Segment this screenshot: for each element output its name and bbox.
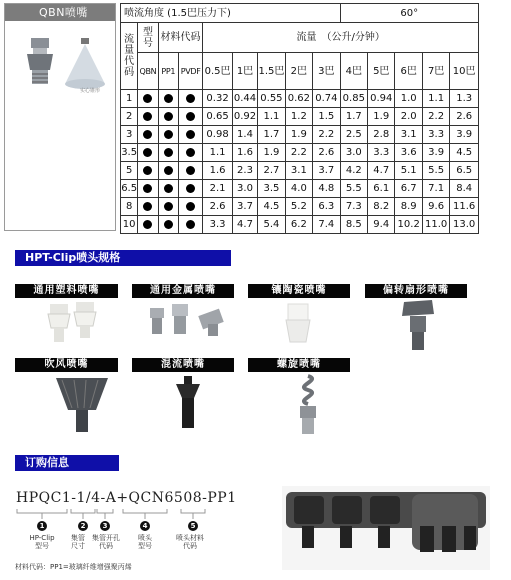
product-caption: 实心锥形 xyxy=(80,88,101,94)
flow-value-cell: 1.0 xyxy=(395,90,422,108)
pressure-header: 3巴 xyxy=(313,53,341,90)
metal-nozzles-image xyxy=(148,302,228,346)
flow-value-cell: 5.4 xyxy=(258,216,285,234)
flow-value-cell: 4.7 xyxy=(368,162,395,180)
flow-value-cell: 7.3 xyxy=(340,198,367,216)
flow-value-cell: 1.2 xyxy=(285,108,312,126)
part-label-3: 集管开孔 代码 xyxy=(92,534,120,550)
availability-dot-cell xyxy=(138,180,158,198)
availability-dot-icon xyxy=(164,166,173,175)
flow-code-cell: 3 xyxy=(121,126,138,144)
availability-dot-icon xyxy=(186,130,195,139)
availability-dot-icon xyxy=(143,166,152,175)
flow-value-cell: 2.3 xyxy=(232,162,257,180)
spec-row xyxy=(121,108,479,126)
spec-row xyxy=(121,90,479,108)
flow-code-cell: 8 xyxy=(121,198,138,216)
availability-dot-icon xyxy=(186,220,195,229)
availability-dot-icon xyxy=(164,94,173,103)
flow-value-cell: 1.6 xyxy=(232,144,257,162)
ceramic-nozzle-image xyxy=(278,302,318,352)
availability-dot-icon xyxy=(143,94,152,103)
availability-dot-icon xyxy=(186,202,195,211)
flow-value-cell: 3.1 xyxy=(395,126,422,144)
availability-dot-cell xyxy=(138,144,158,162)
availability-dot-cell xyxy=(138,162,158,180)
flow-value-cell: 10.2 xyxy=(395,216,422,234)
flow-value-cell: 3.9 xyxy=(450,126,479,144)
flow-value-cell: 8.9 xyxy=(395,198,422,216)
flow-value-cell: 8.4 xyxy=(450,180,479,198)
flow-value-cell: 1.9 xyxy=(258,144,285,162)
pressure-header: 6巴 xyxy=(395,53,422,90)
flow-value-cell: 9.6 xyxy=(422,198,449,216)
material-note: 材料代码：PP1=玻璃纤维增强聚丙烯 xyxy=(15,563,132,571)
availability-dot-cell xyxy=(158,216,178,234)
flow-value-cell: 3.3 xyxy=(422,126,449,144)
flow-value-cell: 6.2 xyxy=(285,216,312,234)
flow-value-cell: 2.2 xyxy=(313,126,341,144)
availability-dot-icon xyxy=(164,202,173,211)
flow-value-cell: 7.4 xyxy=(313,216,341,234)
flow-value-cell: 5.5 xyxy=(340,180,367,198)
flow-value-cell: 3.7 xyxy=(232,198,257,216)
flow-value-cell: 2.2 xyxy=(422,108,449,126)
flow-value-cell: 2.0 xyxy=(395,108,422,126)
spec-row xyxy=(121,162,479,180)
availability-dot-icon xyxy=(164,184,173,193)
pressure-header: 1巴 xyxy=(232,53,257,90)
flow-value-cell: 0.92 xyxy=(232,108,257,126)
deflected-fan-nozzle-image xyxy=(398,298,438,354)
flow-code-cell: 1 xyxy=(121,90,138,108)
category-plastic-nozzle: 通用塑料喷嘴 xyxy=(15,284,118,298)
flow-value-cell: 1.7 xyxy=(340,108,367,126)
flow-value-cell: 6.1 xyxy=(368,180,395,198)
flow-value-cell: 0.74 xyxy=(313,90,341,108)
pressure-header: 2巴 xyxy=(285,53,312,90)
availability-dot-icon xyxy=(143,202,152,211)
flow-value-cell: 3.1 xyxy=(285,162,312,180)
flow-value-cell: 0.44 xyxy=(232,90,257,108)
angle-value: 60° xyxy=(340,4,478,23)
flow-value-cell: 13.0 xyxy=(450,216,479,234)
flow-value-cell: 2.7 xyxy=(258,162,285,180)
availability-dot-cell xyxy=(138,198,158,216)
flow-value-cell: 4.8 xyxy=(313,180,341,198)
flow-value-cell: 8.2 xyxy=(368,198,395,216)
flow-value-cell: 3.6 xyxy=(395,144,422,162)
flow-code-cell: 3.5 xyxy=(121,144,138,162)
availability-dot-cell xyxy=(138,108,158,126)
flow-value-cell: 2.6 xyxy=(313,144,341,162)
part-number-2: 2 xyxy=(78,521,88,531)
flow-value-cell: 2.2 xyxy=(285,144,312,162)
flow-value-cell: 1.5 xyxy=(313,108,341,126)
availability-dot-icon xyxy=(186,94,195,103)
availability-dot-icon xyxy=(143,148,152,157)
pressure-header: 10巴 xyxy=(450,53,479,90)
flow-value-cell: 8.5 xyxy=(340,216,367,234)
category-ceramic-nozzle: 镶陶瓷喷嘴 xyxy=(248,284,350,298)
flow-value-cell: 0.85 xyxy=(340,90,367,108)
sub-type-pvdf: PVDF xyxy=(178,53,202,90)
flow-value-cell: 3.9 xyxy=(422,144,449,162)
flow-value-cell: 5.1 xyxy=(395,162,422,180)
nozzle-image xyxy=(27,38,53,84)
col-material-header: 材料代码 xyxy=(158,23,203,53)
flow-value-cell: 1.7 xyxy=(258,126,285,144)
flow-value-cell: 7.1 xyxy=(422,180,449,198)
flow-value-cell: 3.7 xyxy=(313,162,341,180)
availability-dot-cell xyxy=(138,126,158,144)
flow-value-cell: 3.3 xyxy=(203,216,232,234)
availability-dot-cell xyxy=(178,144,202,162)
clip-assembly-image xyxy=(282,486,490,570)
flow-value-cell: 0.62 xyxy=(285,90,312,108)
col-flow-header: 流量 （公升/分钟） xyxy=(203,23,479,53)
spiral-nozzle-image xyxy=(288,372,328,438)
spec-row xyxy=(121,144,479,162)
flow-value-cell: 4.2 xyxy=(340,162,367,180)
availability-dot-cell xyxy=(158,108,178,126)
flow-value-cell: 1.1 xyxy=(258,108,285,126)
availability-dot-cell xyxy=(158,198,178,216)
hpt-section-title: HPT-Clip喷头规格 xyxy=(15,250,231,266)
pressure-header: 7巴 xyxy=(422,53,449,90)
spec-table xyxy=(120,3,479,234)
pressure-header: 4巴 xyxy=(340,53,367,90)
part-label-5: 喷头材料 代码 xyxy=(176,534,204,550)
flow-value-cell: 1.9 xyxy=(285,126,312,144)
availability-dot-icon xyxy=(143,112,152,121)
pressure-header: 0.5巴 xyxy=(203,53,232,90)
pressure-header: 5巴 xyxy=(368,53,395,90)
availability-dot-cell xyxy=(158,144,178,162)
flow-value-cell: 5.5 xyxy=(422,162,449,180)
flow-code-cell: 6.5 xyxy=(121,180,138,198)
flow-value-cell: 2.1 xyxy=(203,180,232,198)
flow-value-cell: 2.6 xyxy=(203,198,232,216)
category-spiral-nozzle: 螺旋喷嘴 xyxy=(248,358,350,372)
category-air-blow-nozzle: 吹风喷嘴 xyxy=(15,358,118,372)
flow-code-cell: 10 xyxy=(121,216,138,234)
availability-dot-icon xyxy=(143,184,152,193)
flow-value-cell: 2.5 xyxy=(340,126,367,144)
sub-type-pp1: PP1 xyxy=(158,53,178,90)
flow-value-cell: 1.4 xyxy=(232,126,257,144)
availability-dot-icon xyxy=(186,112,195,121)
flow-value-cell: 2.6 xyxy=(450,108,479,126)
order-section-title: 订购信息 xyxy=(15,455,119,471)
spec-row xyxy=(121,216,479,234)
angle-label: 喷流角度 (1.5巴压力下) xyxy=(121,4,341,23)
col-code-header: 流量代码 xyxy=(121,23,138,90)
availability-dot-cell xyxy=(158,126,178,144)
part-number-4: 4 xyxy=(140,521,150,531)
product-panel xyxy=(4,3,116,231)
flow-value-cell: 9.4 xyxy=(368,216,395,234)
flow-value-cell: 6.5 xyxy=(450,162,479,180)
category-deflected-fan-nozzle: 偏转扇形喷嘴 xyxy=(365,284,467,298)
mixing-nozzle-image xyxy=(170,374,210,434)
part-label-4: 喷头 型号 xyxy=(138,534,152,550)
availability-dot-icon xyxy=(143,220,152,229)
availability-dot-icon xyxy=(164,130,173,139)
availability-dot-icon xyxy=(143,130,152,139)
product-title: QBN喷嘴 xyxy=(5,4,115,21)
availability-dot-icon xyxy=(186,166,195,175)
availability-dot-cell xyxy=(178,198,202,216)
flow-value-cell: 1.1 xyxy=(422,90,449,108)
pressure-header: 1.5巴 xyxy=(258,53,285,90)
flow-value-cell: 3.5 xyxy=(258,180,285,198)
availability-dot-cell xyxy=(178,126,202,144)
availability-dot-icon xyxy=(164,148,173,157)
plastic-nozzles-image xyxy=(42,302,102,346)
flow-value-cell: 4.5 xyxy=(258,198,285,216)
flow-code-cell: 5 xyxy=(121,162,138,180)
flow-value-cell: 6.7 xyxy=(395,180,422,198)
flow-value-cell: 0.55 xyxy=(258,90,285,108)
availability-dot-cell xyxy=(178,90,202,108)
availability-dot-cell xyxy=(178,216,202,234)
availability-dot-cell xyxy=(138,90,158,108)
spec-row xyxy=(121,198,479,216)
part-label-2: 集管 尺寸 xyxy=(71,534,85,550)
flow-value-cell: 0.65 xyxy=(203,108,232,126)
flow-value-cell: 3.0 xyxy=(232,180,257,198)
flow-value-cell: 3.0 xyxy=(340,144,367,162)
order-code: HPQC1-1/4-A+QCN6508-PP1 xyxy=(16,490,237,506)
flow-code-cell: 2 xyxy=(121,108,138,126)
part-label-1: HP-Clip 型号 xyxy=(29,534,55,550)
flow-value-cell: 4.7 xyxy=(232,216,257,234)
flow-value-cell: 11.0 xyxy=(422,216,449,234)
availability-dot-icon xyxy=(164,112,173,121)
category-mixing-nozzle: 混流喷嘴 xyxy=(132,358,234,372)
flow-value-cell: 1.9 xyxy=(368,108,395,126)
availability-dot-icon xyxy=(186,184,195,193)
col-type-header: 型号 xyxy=(138,23,158,53)
order-code-bracket xyxy=(15,507,215,521)
availability-dot-icon xyxy=(186,148,195,157)
flow-value-cell: 5.2 xyxy=(285,198,312,216)
availability-dot-cell xyxy=(178,180,202,198)
air-blow-nozzle-image xyxy=(52,374,112,440)
flow-value-cell: 0.32 xyxy=(203,90,232,108)
availability-dot-icon xyxy=(164,220,173,229)
spec-row xyxy=(121,180,479,198)
flow-value-cell: 11.6 xyxy=(450,198,479,216)
availability-dot-cell xyxy=(158,162,178,180)
flow-value-cell: 4.0 xyxy=(285,180,312,198)
sub-type-qbn: QBN xyxy=(138,53,158,90)
flow-value-cell: 0.98 xyxy=(203,126,232,144)
flow-value-cell: 6.3 xyxy=(313,198,341,216)
flow-value-cell: 4.5 xyxy=(450,144,479,162)
availability-dot-cell xyxy=(158,180,178,198)
part-number-5: 5 xyxy=(188,521,198,531)
part-number-3: 3 xyxy=(100,521,110,531)
flow-value-cell: 2.8 xyxy=(368,126,395,144)
spray-cone-image xyxy=(65,38,105,89)
availability-dot-cell xyxy=(158,90,178,108)
flow-value-cell: 3.3 xyxy=(368,144,395,162)
flow-value-cell: 1.1 xyxy=(203,144,232,162)
availability-dot-cell xyxy=(178,162,202,180)
flow-value-cell: 0.94 xyxy=(368,90,395,108)
category-metal-nozzle: 通用金属喷嘴 xyxy=(132,284,234,298)
availability-dot-cell xyxy=(138,216,158,234)
flow-value-cell: 1.3 xyxy=(450,90,479,108)
availability-dot-cell xyxy=(178,108,202,126)
part-number-1: 1 xyxy=(37,521,47,531)
flow-value-cell: 1.6 xyxy=(203,162,232,180)
spec-row xyxy=(121,126,479,144)
